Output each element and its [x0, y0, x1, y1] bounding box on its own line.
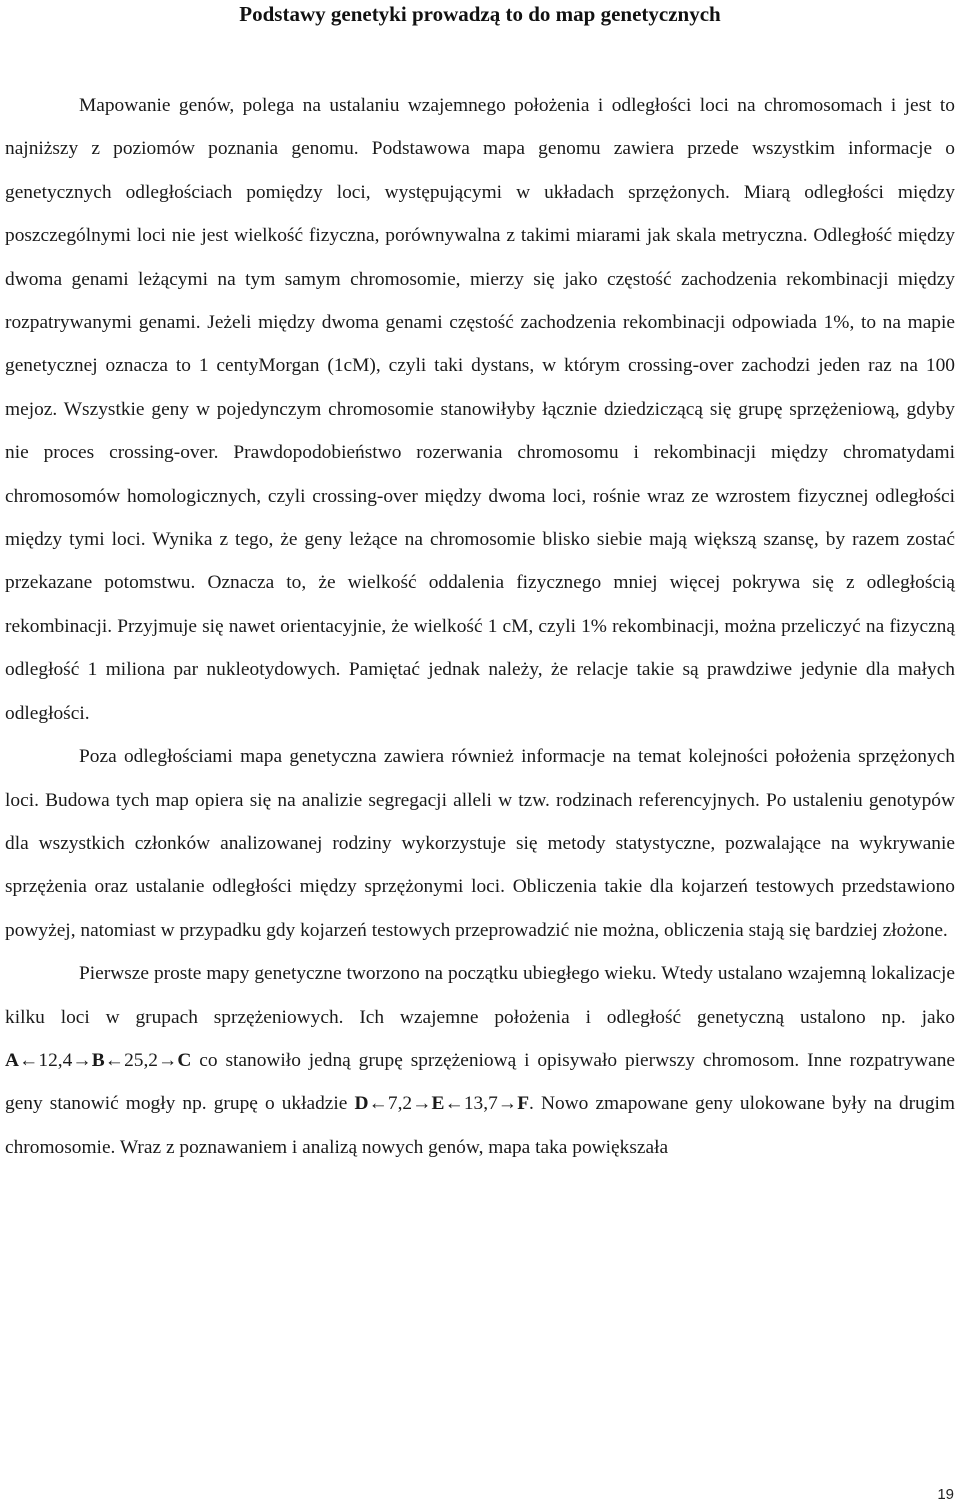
document-page	[5, 0, 955, 1169]
paragraph-first-maps-text-2: co stanowiło jedną grupę sprzężeniową i opisywało pierwszy chromosom. Inne rozpatrywane geny stanowić mogły np. grupę o układzie	[5, 1049, 955, 1115]
paragraph-first-maps-text-1: Pierwsze proste mapy genetyczne tworzono na początku ubiegłego wieku. Wtedy ustalano wzajemną lokalizacje kilku loci w grupach sprzężeniowych. Ich wzajemne położenia i odległość genetyczną ustalono np. jako	[5, 963, 955, 1028]
gene-f-label: F	[517, 1093, 530, 1115]
distance-bc: ←25,2→	[104, 1049, 178, 1071]
title-spacer	[5, 28, 955, 84]
paragraph-first-maps-text-3: . Nowo zmapowane geny ulokowane były na drugim chromosomie. Wraz z poznawaniem i analizą nowych genów, mapa taka powiększała	[5, 1093, 955, 1158]
distance-ab: ←12,4→	[19, 1049, 92, 1071]
distance-de: ←7,2→	[368, 1093, 432, 1115]
paragraph-first-maps	[5, 952, 955, 1169]
document-title: Podstawy genetyki prowadzą to do map genetycznych	[239, 2, 721, 26]
page-number: 19	[937, 1486, 954, 1503]
gene-c-label: C	[177, 1049, 192, 1071]
gene-a-label: A	[5, 1049, 20, 1071]
gene-d-label: D	[354, 1093, 369, 1115]
paragraph-map-order: Poza odległościami mapa genetyczna zawiera również informacje na temat kolejności położenia sprzężonych loci. Budowa tych map opiera się na analizie segregacji alleli w tzw. rodzinach referencyjnych. Po ustaleniu genotypów dla wszystkich członków analizowanej rodziny wykorzystuje się metody statystyczne, pozwalające na wykrywanie sprzężenia oraz ustalanie odległości między sprzężonymi loci. Obliczenia takie dla kojarzeń testowych przedstawiono powyżej, natomiast w przypadku gdy kojarzeń testowych przeprowadzić nie można, obliczenia stają się bardziej złożone.	[5, 746, 955, 941]
distance-ef: ←13,7→	[444, 1093, 518, 1115]
gene-b-label: B	[91, 1049, 105, 1071]
gene-e-label: E	[431, 1093, 445, 1115]
paragraph-mapping-genes: Mapowanie genów, polega na ustalaniu wzajemnego położenia i odległości loci na chromosomach i jest to najniższy z poziomów poznania genomu. Podstawowa mapa genomu zawiera przede wszystkim informacje o genetycznych odległościach pomiędzy loci, występującymi w układach sprzężonych. Miarą odległości między poszczególnymi loci nie jest wielkość fizyczna, porównywalna z takimi miarami jak skala metryczna. Odległość między dwoma genami leżącymi na tym samym chromosomie, mierzy się jako częstość zachodzenia rekombinacji między rozpatrywanymi genami. Jeżeli między dwoma genami częstość zachodzenia rekombinacji odpowiada 1%, to na mapie genetycznej oznacza to 1 centyMorgan (1cM), czyli taki dystans, w którym crossing-over zachodzi jeden raz na 100 mejoz. Wszystkie geny w pojedynczym chromosomie stanowiłyby łącznie dziedziczącą się grupę sprzężeniową, gdyby nie proces crossing-over. Prawdopodobieństwo rozerwania chromosomu i rekombinacji między chromatydami chromosomów homologicznych, czyli crossing-over między dwoma loci, rośnie wraz ze wzrostem fizycznej odległości między tymi loci. Wynika z tego, że geny leżące na chromosomie blisko siebie mają większą szansę, by razem zostać przekazane potomstwu. Oznacza to, że wielkość oddalenia fizycznego mniej więcej pokrywa się z odległością rekombinacji. Przyjmuje się nawet orientacyjnie, że wielkość 1 cM, czyli 1% rekombinacji, można przeliczyć na fizyczną odległość 1 miliona par nukleotydowych. Pamiętać jednak należy, że relacje takie są prawdziwe jedynie dla małych odległości.	[5, 95, 955, 724]
